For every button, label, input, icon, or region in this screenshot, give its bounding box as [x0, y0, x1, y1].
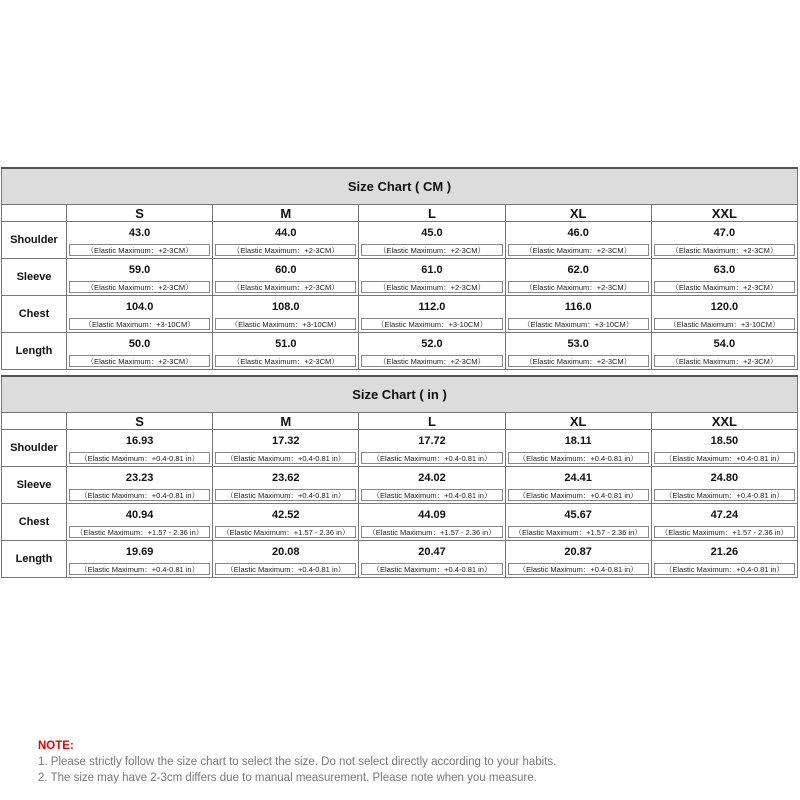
cell-content: [213, 541, 358, 577]
elastic-note: （Elastic Maximum：+0.4-0.81 in）: [215, 489, 356, 501]
cell-content: [652, 430, 797, 466]
size-header: S: [67, 413, 213, 430]
measurement-value: 23.23: [125, 472, 154, 484]
cell-content: [506, 430, 651, 466]
measurement-row: [2, 504, 798, 541]
note-title: NOTE:: [38, 740, 74, 752]
measurement-value: 17.32: [272, 435, 300, 447]
cell-content: [506, 259, 651, 295]
size-cell: [67, 430, 213, 467]
size-cell: [359, 296, 505, 333]
cell-content: [359, 541, 504, 577]
size-header: M: [213, 413, 359, 430]
elastic-note: （Elastic Maximum：+2-3CM）: [361, 244, 502, 256]
size-cell: [359, 333, 505, 370]
row-label: Shoulder: [2, 222, 67, 259]
table-title: Size Chart ( in ): [2, 376, 798, 413]
cell-content: [359, 259, 504, 295]
cell-content: [213, 296, 358, 332]
measurement-value: 50.0: [128, 338, 151, 350]
size-cell: [359, 541, 505, 578]
size-cell: [67, 222, 213, 259]
cell-content: [359, 296, 504, 332]
measurement-value: 54.0: [713, 338, 736, 350]
size-cell: [359, 504, 505, 541]
header-corner: [2, 205, 67, 222]
elastic-note: （Elastic Maximum：+2-3CM）: [654, 355, 795, 367]
cell-content: [652, 504, 797, 540]
cell-content: [506, 467, 651, 503]
size-cell: [651, 467, 797, 504]
measurement-value: 60.0: [275, 264, 297, 276]
cell-content: [67, 259, 212, 295]
elastic-note: （Elastic Maximum：+2-3CM）: [215, 244, 356, 256]
size-cell: [651, 222, 797, 259]
measurement-value: 63.0: [713, 264, 736, 276]
cell-content: [506, 541, 651, 577]
elastic-note: （Elastic Maximum：+1.57 - 2.36 in）: [361, 526, 502, 538]
elastic-note: （Elastic Maximum：+0.4-0.81 in）: [69, 563, 210, 575]
row-label: Shoulder: [2, 430, 67, 467]
measurement-value: 104.0: [125, 301, 154, 313]
measurement-value: 19.69: [125, 546, 154, 558]
cell-content: [67, 467, 212, 503]
elastic-note: （Elastic Maximum：+3-10CM）: [654, 318, 795, 330]
elastic-note: （Elastic Maximum：+3-10CM）: [69, 318, 210, 330]
measurement-value: 20.87: [564, 546, 592, 558]
size-cell: [213, 259, 359, 296]
measurement-value: 53.0: [567, 338, 589, 350]
measurement-value: 40.94: [125, 509, 154, 521]
size-cell: [67, 296, 213, 333]
size-cell: [505, 430, 651, 467]
measurement-value: 24.80: [710, 472, 739, 484]
size-cell: [213, 467, 359, 504]
size-cell: [359, 467, 505, 504]
row-label: Chest: [2, 296, 67, 333]
elastic-note: （Elastic Maximum：+3-10CM）: [508, 318, 649, 330]
size-chart-cm-table: [1, 167, 798, 370]
measurement-value: 59.0: [128, 264, 151, 276]
size-cell: [651, 504, 797, 541]
cell-content: [67, 222, 212, 258]
elastic-note: （Elastic Maximum：+2-3CM）: [215, 281, 356, 293]
row-label: Length: [2, 333, 67, 370]
elastic-note: （Elastic Maximum：+1.57 - 2.36 in）: [69, 526, 210, 538]
elastic-note: （Elastic Maximum：+2-3CM）: [508, 281, 649, 293]
elastic-note: （Elastic Maximum：+3-10CM）: [361, 318, 502, 330]
cell-content: [67, 296, 212, 332]
elastic-note: （Elastic Maximum：+2-3CM）: [508, 244, 649, 256]
elastic-note: （Elastic Maximum：+1.57 - 2.36 in）: [654, 526, 795, 538]
cell-content: [359, 504, 504, 540]
measurement-value: 61.0: [421, 264, 443, 276]
elastic-note: （Elastic Maximum：+0.4-0.81 in）: [69, 452, 210, 464]
elastic-note: （Elastic Maximum：+0.4-0.81 in）: [508, 563, 649, 575]
measurement-value: 51.0: [275, 338, 297, 350]
measurement-value: 42.52: [272, 509, 300, 521]
elastic-note: （Elastic Maximum：+2-3CM）: [654, 281, 795, 293]
measurement-row: [2, 259, 798, 296]
notes-section: [38, 738, 556, 786]
cell-content: [652, 259, 797, 295]
size-cell: [505, 504, 651, 541]
size-cell: [505, 467, 651, 504]
measurement-value: 120.0: [710, 301, 739, 313]
cell-content: [359, 430, 504, 466]
elastic-note: （Elastic Maximum：+2-3CM）: [361, 281, 502, 293]
row-label: Length: [2, 541, 67, 578]
cell-content: [213, 430, 358, 466]
size-cell: [505, 259, 651, 296]
measurement-value: 20.47: [418, 546, 446, 558]
elastic-note: （Elastic Maximum：+0.4-0.81 in）: [654, 563, 795, 575]
cell-content: [652, 467, 797, 503]
measurement-value: 20.08: [272, 546, 300, 558]
size-cell: [213, 333, 359, 370]
size-cell: [213, 222, 359, 259]
cell-content: [67, 333, 212, 369]
measurement-value: 116.0: [564, 301, 592, 313]
measurement-row: [2, 541, 798, 578]
cell-content: [506, 333, 651, 369]
size-cell: [213, 296, 359, 333]
size-header: XXL: [651, 413, 797, 430]
measurement-value: 47.24: [710, 509, 739, 521]
cell-content: [506, 296, 651, 332]
size-cell: [213, 504, 359, 541]
measurement-value: 44.09: [418, 509, 446, 521]
row-label: Sleeve: [2, 259, 67, 296]
size-cell: [359, 430, 505, 467]
header-corner: [2, 413, 67, 430]
cell-content: [359, 222, 504, 258]
cell-content: [213, 333, 358, 369]
note-line: 2. The size may have 2-3cm differs due to manual measurement. Please note when you measure.: [38, 772, 537, 784]
measurement-row: [2, 333, 798, 370]
measurement-value: 52.0: [421, 338, 443, 350]
cell-content: [67, 504, 212, 540]
cell-content: [652, 333, 797, 369]
measurement-value: 16.93: [125, 435, 154, 447]
elastic-note: （Elastic Maximum：+0.4-0.81 in）: [215, 452, 356, 464]
measurement-value: 43.0: [128, 227, 151, 239]
elastic-note: （Elastic Maximum：+1.57 - 2.36 in）: [215, 526, 356, 538]
cell-content: [359, 467, 504, 503]
size-cell: [651, 430, 797, 467]
size-header-row: [2, 205, 798, 222]
size-cell: [505, 222, 651, 259]
size-cell: [651, 296, 797, 333]
cell-content: [213, 467, 358, 503]
cell-content: [213, 222, 358, 258]
measurement-value: 24.02: [418, 472, 446, 484]
measurement-value: 18.50: [710, 435, 739, 447]
measurement-row: [2, 430, 798, 467]
size-cell: [651, 333, 797, 370]
elastic-note: （Elastic Maximum：+2-3CM）: [654, 244, 795, 256]
size-header: L: [359, 413, 505, 430]
elastic-note: （Elastic Maximum：+0.4-0.81 in）: [654, 489, 795, 501]
measurement-value: 23.62: [272, 472, 300, 484]
size-header: S: [67, 205, 213, 222]
measurement-row: [2, 296, 798, 333]
measurement-value: 21.26: [710, 546, 739, 558]
measurement-value: 17.72: [418, 435, 446, 447]
size-cell: [651, 259, 797, 296]
elastic-note: （Elastic Maximum：+2-3CM）: [508, 355, 649, 367]
cell-content: [213, 259, 358, 295]
elastic-note: （Elastic Maximum：+2-3CM）: [361, 355, 502, 367]
measurement-value: 112.0: [418, 301, 446, 313]
elastic-note: （Elastic Maximum：+0.4-0.81 in）: [215, 563, 356, 575]
row-label: Sleeve: [2, 467, 67, 504]
measurement-value: 24.41: [564, 472, 592, 484]
elastic-note: （Elastic Maximum：+2-3CM）: [215, 355, 356, 367]
size-header: XXL: [651, 205, 797, 222]
measurement-value: 62.0: [567, 264, 589, 276]
cell-content: [506, 504, 651, 540]
measurement-value: 45.0: [421, 227, 443, 239]
size-cell: [67, 467, 213, 504]
elastic-note: （Elastic Maximum：+0.4-0.81 in）: [361, 489, 502, 501]
note-line: 1. Please strictly follow the size chart to select the size. Do not select directly according to your habits.: [38, 756, 557, 768]
elastic-note: （Elastic Maximum：+3-10CM）: [215, 318, 356, 330]
cell-content: [213, 504, 358, 540]
size-header: M: [213, 205, 359, 222]
elastic-note: （Elastic Maximum：+0.4-0.81 in）: [361, 452, 502, 464]
elastic-note: （Elastic Maximum：+0.4-0.81 in）: [654, 452, 795, 464]
cell-content: [652, 222, 797, 258]
size-cell: [213, 541, 359, 578]
measurement-value: 45.67: [564, 509, 592, 521]
size-header: L: [359, 205, 505, 222]
size-header: XL: [505, 205, 651, 222]
cell-content: [359, 333, 504, 369]
cell-content: [67, 430, 212, 466]
elastic-note: （Elastic Maximum：+0.4-0.81 in）: [508, 452, 649, 464]
measurement-value: 46.0: [567, 227, 589, 239]
size-chart-inch-table: [1, 375, 798, 578]
size-header-row: [2, 413, 798, 430]
measurement-row: [2, 222, 798, 259]
measurement-value: 18.11: [564, 435, 592, 447]
elastic-note: （Elastic Maximum：+1.57 - 2.36 in）: [508, 526, 649, 538]
cell-content: [506, 222, 651, 258]
measurement-value: 47.0: [713, 227, 736, 239]
elastic-note: （Elastic Maximum：+0.4-0.81 in）: [508, 489, 649, 501]
size-cell: [505, 333, 651, 370]
elastic-note: （Elastic Maximum：+2-3CM）: [69, 355, 210, 367]
elastic-note: （Elastic Maximum：+0.4-0.81 in）: [361, 563, 502, 575]
size-cell: [359, 222, 505, 259]
size-header: XL: [505, 413, 651, 430]
elastic-note: （Elastic Maximum：+2-3CM）: [69, 281, 210, 293]
size-cell: [213, 430, 359, 467]
cell-content: [652, 296, 797, 332]
size-cell: [651, 541, 797, 578]
measurement-row: [2, 467, 798, 504]
cell-content: [67, 541, 212, 577]
size-cell: [67, 541, 213, 578]
cell-content: [652, 541, 797, 577]
size-cell: [67, 504, 213, 541]
table-title: Size Chart ( CM ): [2, 168, 798, 205]
size-cell: [505, 296, 651, 333]
size-cell: [505, 541, 651, 578]
measurement-value: 44.0: [275, 227, 297, 239]
elastic-note: （Elastic Maximum：+0.4-0.81 in）: [69, 489, 210, 501]
row-label: Chest: [2, 504, 67, 541]
measurement-value: 108.0: [272, 301, 300, 313]
elastic-note: （Elastic Maximum：+2-3CM）: [69, 244, 210, 256]
size-cell: [67, 259, 213, 296]
size-cell: [359, 259, 505, 296]
size-cell: [67, 333, 213, 370]
